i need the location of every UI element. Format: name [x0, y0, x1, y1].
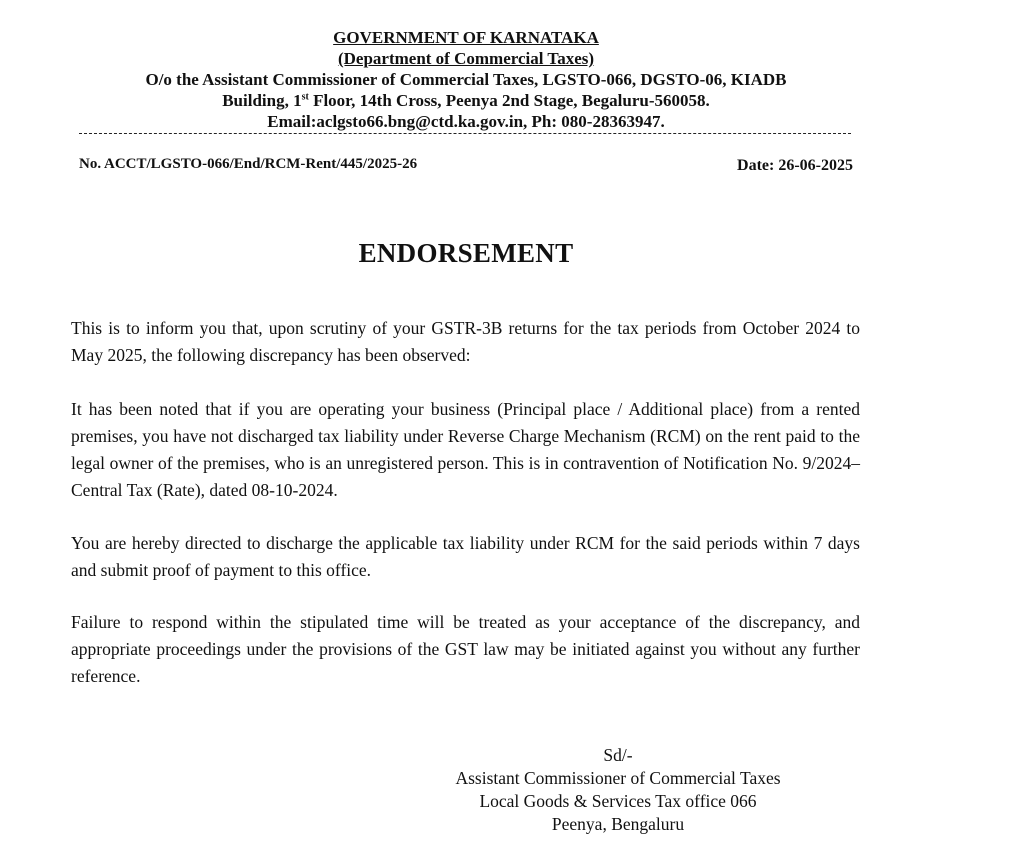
floor-superscript: st	[301, 91, 309, 103]
signature-block	[380, 744, 856, 836]
department-name: (Department of Commercial Taxes)	[337, 49, 595, 68]
signatory-office: Local Goods & Services Tax office 066	[479, 791, 757, 811]
office-contact: Email:aclgsto66.bng@ctd.ka.gov.in, Ph: 080-28363947.	[267, 112, 665, 131]
document-title: ENDORSEMENT	[358, 238, 574, 268]
signatory-designation: Assistant Commissioner of Commercial Taxes	[455, 768, 781, 788]
paragraph-warning: Failure to respond within the stipulated time will be treated as your acceptance of the discrepancy, and appropriate proceedings under the provisions of the GST law may be initiated against you without any further reference.	[71, 612, 860, 686]
office-name: O/o the Assistant Commissioner of Commercial Taxes, LGSTO-066, DGSTO-06, KIADB	[145, 70, 787, 89]
address-building: Building, 1	[222, 91, 302, 110]
paragraph-intro: This is to inform you that, upon scrutiny of your GSTR-3B returns for the tax periods from October 2024 to May 2025, the following discrepancy has been observed:	[71, 318, 860, 365]
government-name: GOVERNMENT OF KARNATAKA	[333, 28, 599, 47]
signature-sd: Sd/-	[603, 745, 633, 765]
letterhead	[0, 27, 932, 132]
signatory-location: Peenya, Bengaluru	[551, 814, 685, 834]
dashed-separator	[79, 133, 851, 134]
office-address	[0, 90, 932, 111]
reference-date: Date: 26-06-2025	[737, 157, 853, 174]
paragraph-direction: You are hereby directed to discharge the applicable tax liability under RCM for the said periods within 7 days and submit proof of payment to this office.	[71, 533, 860, 580]
address-rest: Floor, 14th Cross, Peenya 2nd Stage, Begaluru-560058.	[308, 91, 710, 110]
reference-number: No. ACCT/LGSTO-066/End/RCM-Rent/445/2025-26	[79, 156, 418, 172]
paragraph-discrepancy: It has been noted that if you are operating your business (Principal place / Additional place) from a rented premises, you have not discharged tax liability under Reverse Charge Mechanism (RCM) on the rent paid to the legal owner of the premises, who is an unregistered person. This is in contravention of Notification No. 9/2024–Central Tax (Rate), dated 08-10-2024.	[71, 399, 860, 500]
